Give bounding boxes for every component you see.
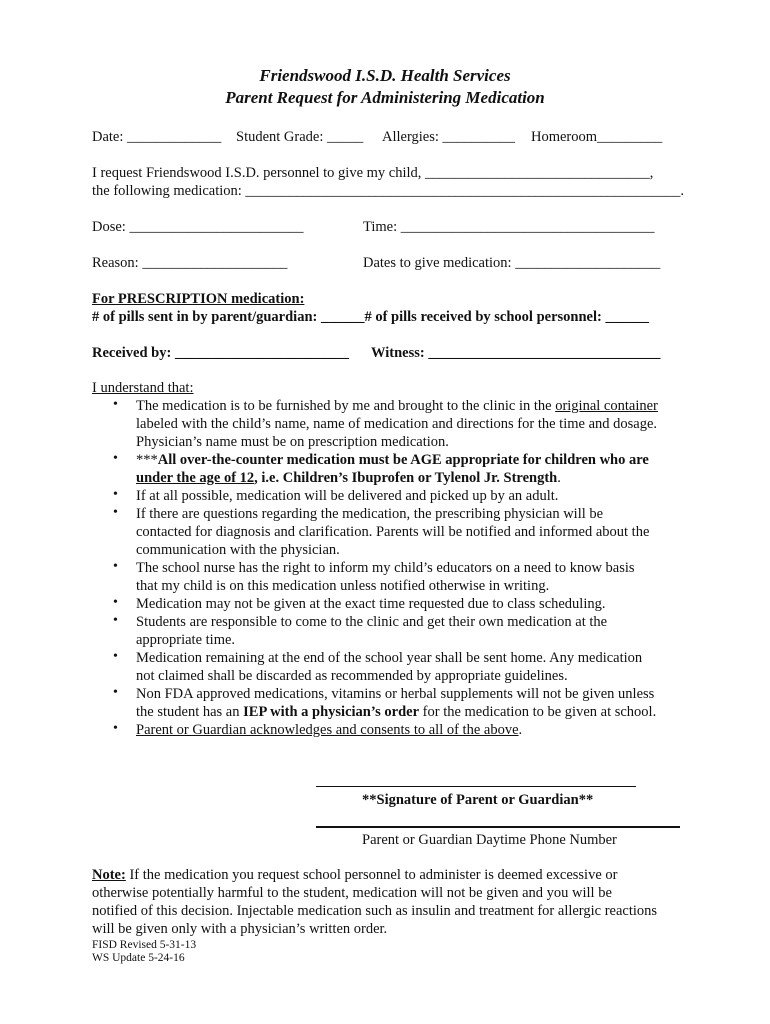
phone-line[interactable] xyxy=(316,826,680,828)
dates-field[interactable]: Dates to give medication: ____________________ xyxy=(363,255,661,271)
bullet-text: contacted for diagnosis and clarification. Parents will be notified and informed about the xyxy=(136,524,650,540)
bullet-text: If there are questions regarding the medication, the prescribing physician will be xyxy=(136,506,604,522)
bullet-text: The school nurse has the right to inform my child’s educators on a need to know basis xyxy=(136,560,635,576)
bullet-text: Parent or Guardian acknowledges and consents to all of the above. xyxy=(136,722,523,738)
bullet-text: Non FDA approved medications, vitamins or herbal supplements will not be given unless xyxy=(136,686,655,702)
child-name-field[interactable]: I request Friendswood I.S.D. personnel to give my child, _______________________________, xyxy=(92,165,654,181)
note-text: notified of this decision. Injectable medication such as insulin and treatment for allergic reactions xyxy=(92,903,658,919)
bullet-dot: • xyxy=(113,451,118,466)
allergies-field[interactable]: Allergies: __________ xyxy=(382,129,516,145)
bullet-text: under the age of 12, i.e. Children’s Ibuprofen or Tylenol Jr. Strength. xyxy=(136,470,561,486)
bullet-dot: • xyxy=(113,595,118,610)
bullet-dot: • xyxy=(113,721,118,736)
signature-label: **Signature of Parent or Guardian** xyxy=(362,792,594,808)
bullet-dot: • xyxy=(113,505,118,520)
bullet-dot: • xyxy=(113,559,118,574)
form-title: Friendswood I.S.D. Health Services xyxy=(259,66,511,85)
bullet-text: The medication is to be furnished by me and brought to the clinic in the original container xyxy=(136,398,658,414)
bullet-text: not claimed shall be discarded as recommended by appropriate guidelines. xyxy=(136,668,568,684)
note-text: will be given only with a physician’s written order. xyxy=(92,921,388,937)
bullet-text: ***All over-the-counter medication must be AGE appropriate for children who are xyxy=(136,452,649,468)
note-text: Note: If the medication you request school personnel to administer is deemed excessive or xyxy=(92,867,618,883)
bullet-dot: • xyxy=(113,487,118,502)
witness-field[interactable]: Witness: ________________________________ xyxy=(371,345,661,361)
bullet-text: appropriate time. xyxy=(136,632,236,648)
prescription-heading: For PRESCRIPTION medication: xyxy=(92,291,305,307)
bullet-dot: • xyxy=(113,685,118,700)
pills-count-fields[interactable]: # of pills sent in by parent/guardian: ______# of pills received by school personnel: ______ xyxy=(92,309,649,325)
bullet-text: communication with the physician. xyxy=(136,542,340,558)
grade-field[interactable]: Student Grade: _____ xyxy=(236,129,364,145)
reason-field[interactable]: Reason: ____________________ xyxy=(92,255,288,271)
bullet-text: that my child is on this medication unless notified otherwise in writing. xyxy=(136,578,550,594)
bullet-dot: • xyxy=(113,613,118,628)
bullet-text: Students are responsible to come to the clinic and get their own medication at the xyxy=(136,614,608,630)
date-field[interactable]: Date: _____________ xyxy=(92,129,222,145)
form-subtitle: Parent Request for Administering Medication xyxy=(225,88,545,107)
dose-field[interactable]: Dose: ________________________ xyxy=(92,219,304,235)
revision-date: FISD Revised 5-31-13 xyxy=(92,939,197,951)
homeroom-field[interactable]: Homeroom_________ xyxy=(531,129,663,145)
bullet-text: Medication remaining at the end of the school year shall be sent home. Any medication xyxy=(136,650,643,666)
medication-field[interactable]: the following medication: ____________________________________________________________. xyxy=(92,183,685,199)
update-date: WS Update 5-24-16 xyxy=(92,952,185,964)
bullet-text: the student has an IEP with a physician’s order for the medication to be given at school. xyxy=(136,704,657,720)
bullet-text: Medication may not be given at the exact time requested due to class scheduling. xyxy=(136,596,606,612)
bullet-text: Physician’s name must be on prescription medication. xyxy=(136,434,449,450)
time-field[interactable]: Time: ___________________________________ xyxy=(363,219,655,235)
bullet-text: If at all possible, medication will be delivered and picked up by an adult. xyxy=(136,488,559,504)
bullet-dot: • xyxy=(113,397,118,412)
bullet-text: labeled with the child’s name, name of medication and directions for the time and dosage. xyxy=(136,416,658,432)
understand-heading: I understand that: xyxy=(92,380,194,396)
bullet-dot: • xyxy=(113,649,118,664)
signature-line[interactable] xyxy=(316,786,636,787)
received-by-field[interactable]: Received by: ________________________ xyxy=(92,345,349,361)
phone-label: Parent or Guardian Daytime Phone Number xyxy=(362,832,617,848)
note-text: otherwise potentially harmful to the student, medication will not be given and you will be xyxy=(92,885,612,901)
